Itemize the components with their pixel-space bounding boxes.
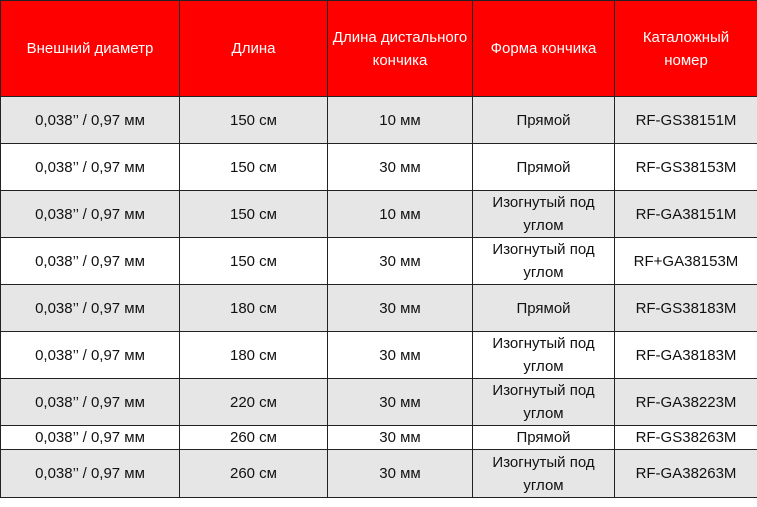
cell-catalog-number: RF-GS38183M bbox=[615, 285, 757, 332]
cell-outer-diameter: 0,038’’ / 0,97 мм bbox=[1, 191, 180, 238]
cell-tip-shape: Изогнутый под углом bbox=[473, 332, 615, 379]
cell-catalog-number: RF-GS38153M bbox=[615, 144, 757, 191]
cell-distal-tip-length: 30 мм bbox=[328, 285, 473, 332]
cell-length: 260 см bbox=[180, 450, 328, 498]
cell-outer-diameter: 0,038’’ / 0,97 мм bbox=[1, 97, 180, 144]
cell-distal-tip-length: 30 мм bbox=[328, 426, 473, 450]
cell-length: 150 см bbox=[180, 144, 328, 191]
cell-length: 150 см bbox=[180, 191, 328, 238]
cell-outer-diameter: 0,038’’ / 0,97 мм bbox=[1, 144, 180, 191]
cell-outer-diameter: 0,038’’ / 0,97 мм bbox=[1, 285, 180, 332]
table-row bbox=[1, 426, 757, 450]
table-row bbox=[1, 450, 757, 498]
cell-tip-shape: Изогнутый под углом bbox=[473, 379, 615, 426]
cell-catalog-number: RF-GA38223M bbox=[615, 379, 757, 426]
cell-tip-shape: Изогнутый под углом bbox=[473, 238, 615, 285]
cell-length: 180 см bbox=[180, 285, 328, 332]
table-row bbox=[1, 379, 757, 426]
cell-distal-tip-length: 30 мм bbox=[328, 144, 473, 191]
cell-length: 220 см bbox=[180, 379, 328, 426]
table-row bbox=[1, 285, 757, 332]
cell-catalog-number: RF+GA38153M bbox=[615, 238, 757, 285]
cell-length: 150 см bbox=[180, 97, 328, 144]
table-header-row bbox=[1, 1, 757, 97]
cell-outer-diameter: 0,038’’ / 0,97 мм bbox=[1, 379, 180, 426]
header-tip-shape: Форма кончика bbox=[473, 1, 615, 97]
header-catalog-number: Каталожный номер bbox=[615, 1, 757, 97]
cell-distal-tip-length: 10 мм bbox=[328, 97, 473, 144]
cell-outer-diameter: 0,038’’ / 0,97 мм bbox=[1, 426, 180, 450]
cell-distal-tip-length: 30 мм bbox=[328, 450, 473, 498]
cell-outer-diameter: 0,038’’ / 0,97 мм bbox=[1, 450, 180, 498]
cell-catalog-number: RF-GS38263M bbox=[615, 426, 757, 450]
cell-catalog-number: RF-GA38183M bbox=[615, 332, 757, 379]
cell-distal-tip-length: 30 мм bbox=[328, 379, 473, 426]
cell-catalog-number: RF-GA38263M bbox=[615, 450, 757, 498]
cell-tip-shape: Прямой bbox=[473, 97, 615, 144]
table-row bbox=[1, 191, 757, 238]
cell-tip-shape: Изогнутый под углом bbox=[473, 450, 615, 498]
header-length: Длина bbox=[180, 1, 328, 97]
cell-catalog-number: RF-GA38151M bbox=[615, 191, 757, 238]
table-row bbox=[1, 97, 757, 144]
table-row bbox=[1, 332, 757, 379]
cell-distal-tip-length: 30 мм bbox=[328, 332, 473, 379]
header-outer-diameter: Внешний диаметр bbox=[1, 1, 180, 97]
table-row bbox=[1, 238, 757, 285]
cell-length: 260 см bbox=[180, 426, 328, 450]
cell-tip-shape: Изогнутый под углом bbox=[473, 191, 615, 238]
table-row bbox=[1, 144, 757, 191]
cell-outer-diameter: 0,038’’ / 0,97 мм bbox=[1, 238, 180, 285]
cell-outer-diameter: 0,038’’ / 0,97 мм bbox=[1, 332, 180, 379]
cell-tip-shape: Прямой bbox=[473, 144, 615, 191]
cell-tip-shape: Прямой bbox=[473, 285, 615, 332]
cell-tip-shape: Прямой bbox=[473, 426, 615, 450]
cell-distal-tip-length: 10 мм bbox=[328, 191, 473, 238]
cell-length: 180 см bbox=[180, 332, 328, 379]
cell-length: 150 см bbox=[180, 238, 328, 285]
cell-catalog-number: RF-GS38151M bbox=[615, 97, 757, 144]
header-distal-tip-length: Длина дистального кончика bbox=[328, 1, 473, 97]
cell-distal-tip-length: 30 мм bbox=[328, 238, 473, 285]
